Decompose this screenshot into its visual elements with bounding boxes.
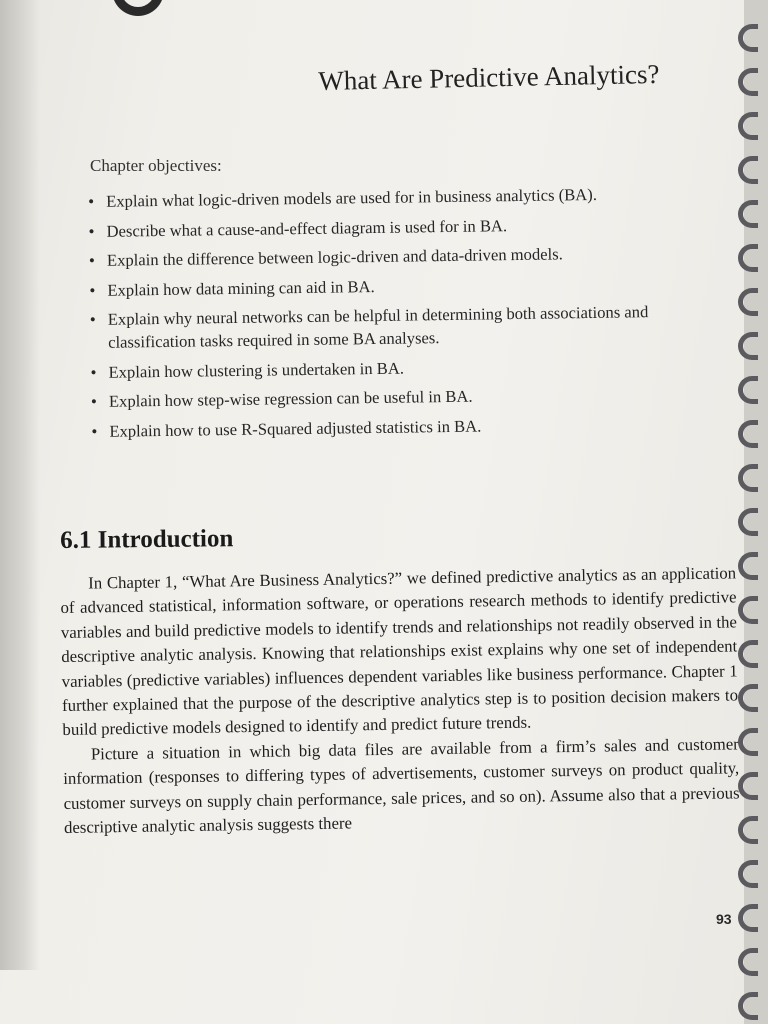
paragraph: Picture a situation in which big data files are available from a firm’s sales and customer information (responses to differing types of advertisements, customer surveys on product quality, customer surveys on supply chain performance, sale prices, and so on). Assume also that a previous descriptive analytic analysis suggests there [63,734,740,838]
objective-item: • Explain why neural networks can be helpful in determining both associations and classification tasks required in some BA analyses. [90,299,739,354]
binding-shadow [0,0,40,970]
binding-ring [738,684,758,712]
chapter-number-glyph [112,0,164,16]
binding-ring [738,112,758,140]
binding-ring [738,376,758,404]
binding-ring [738,552,758,580]
objectives-list [88,181,740,449]
body-text [60,561,740,840]
binding-ring [738,860,758,888]
binding-ring [738,508,758,536]
binding-ring [738,68,758,96]
objective-item: • Explain how step-wise regression can be useful in BA. [91,381,739,413]
spiral-binding [734,0,768,1024]
paragraph: In Chapter 1, “What Are Business Analytics?” we defined predictive analytics as an application of advanced statistical, information software, or operations research methods to identify predictive variables and build predictive models to identify trends and relationships not readily observed in the descriptive analytic analysis. Knowing that relationships exist explains why one set of independent variables (predictive variables) influences dependent variables like business performance. Chapter 1 further explained that the purpose of the descriptive analytics step is to position decision makers to build predictive models designed to identify and predict future trends. [60,563,739,740]
binding-ring [738,332,758,360]
objective-item: • Explain how clustering is undertaken in BA. [90,351,738,383]
binding-ring [738,948,758,976]
objective-item: • Explain what logic-driven models are used for in business analytics (BA). [88,181,736,213]
binding-ring [738,728,758,756]
objectives-label: Chapter objectives: [90,156,222,175]
section-heading: 6.1 Introduction [60,525,234,554]
binding-ring [738,772,758,800]
objective-item: • Explain how data mining can aid in BA. [89,269,737,301]
page-number: 93 [716,911,732,927]
binding-ring [738,244,758,272]
binding-ring [738,288,758,316]
objective-item: • Describe what a cause-and-effect diagram is used for in BA. [88,210,736,242]
binding-ring [738,464,758,492]
binding-ring [738,816,758,844]
binding-ring [738,640,758,668]
binding-ring [738,200,758,228]
binding-ring [738,992,758,1020]
binding-ring [738,156,758,184]
binding-ring [738,596,758,624]
binding-ring [738,24,758,52]
binding-ring [738,904,758,932]
objective-item: • Explain how to use R-Squared adjusted statistics in BA. [91,410,739,442]
binding-ring [738,420,758,448]
objective-item: • Explain the difference between logic-driven and data-driven models. [89,240,737,272]
chapter-title: What Are Predictive Analytics? [318,58,660,96]
